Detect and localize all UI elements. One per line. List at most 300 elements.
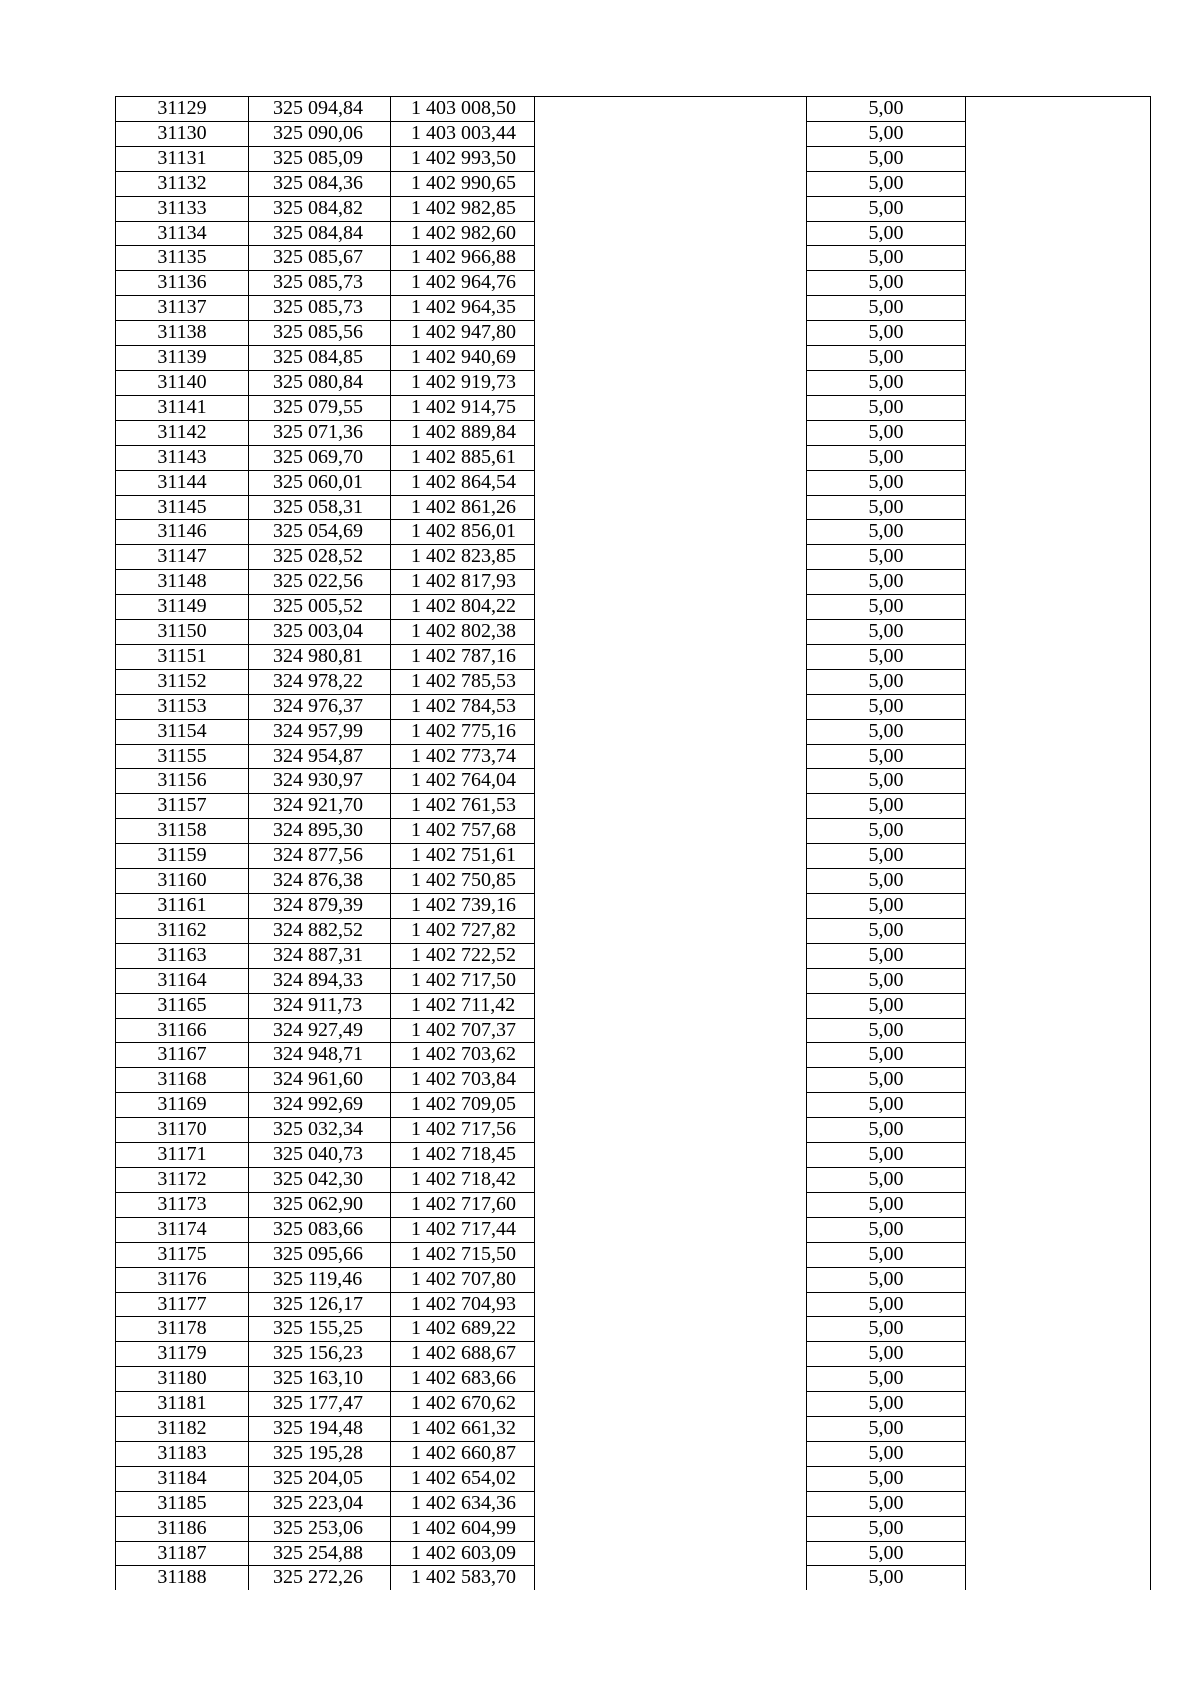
table-row (116, 744, 1151, 769)
point-number-cell: 31152 (116, 669, 249, 694)
value-cell: 5,00 (807, 918, 966, 943)
coordinate-y-cell: 325 163,10 (249, 1367, 391, 1392)
empty-last-cell (966, 968, 1151, 993)
coordinate-x-cell: 1 402 856,01 (391, 520, 535, 545)
empty-cell (535, 894, 807, 919)
table-row (116, 271, 1151, 296)
coordinate-x-cell: 1 402 717,56 (391, 1118, 535, 1143)
table-row (116, 246, 1151, 271)
coordinate-y-cell: 325 084,36 (249, 171, 391, 196)
point-number-cell: 31149 (116, 595, 249, 620)
coordinate-x-cell: 1 402 689,22 (391, 1317, 535, 1342)
empty-cell (535, 1192, 807, 1217)
coordinate-x-cell: 1 402 703,84 (391, 1068, 535, 1093)
coordinate-y-cell: 325 223,04 (249, 1491, 391, 1516)
coordinate-x-cell: 1 402 823,85 (391, 545, 535, 570)
coordinate-x-cell: 1 402 784,53 (391, 694, 535, 719)
table-row (116, 1491, 1151, 1516)
empty-last-cell (966, 420, 1151, 445)
table-row (116, 869, 1151, 894)
empty-last-cell (966, 171, 1151, 196)
coordinate-x-cell: 1 402 751,61 (391, 844, 535, 869)
empty-cell (535, 1093, 807, 1118)
empty-last-cell (966, 370, 1151, 395)
empty-cell (535, 1068, 807, 1093)
point-number-cell: 31153 (116, 694, 249, 719)
empty-last-cell (966, 669, 1151, 694)
empty-last-cell (966, 445, 1151, 470)
table-row (116, 1043, 1151, 1068)
empty-cell (535, 370, 807, 395)
empty-cell (535, 1217, 807, 1242)
value-cell: 5,00 (807, 869, 966, 894)
table-row (116, 819, 1151, 844)
empty-last-cell (966, 1541, 1151, 1566)
coordinate-y-cell: 325 079,55 (249, 395, 391, 420)
coordinate-y-cell: 325 204,05 (249, 1466, 391, 1491)
coordinate-x-cell: 1 402 660,87 (391, 1441, 535, 1466)
empty-last-cell (966, 1118, 1151, 1143)
empty-last-cell (966, 246, 1151, 271)
empty-last-cell (966, 1018, 1151, 1043)
point-number-cell: 31138 (116, 321, 249, 346)
coordinate-y-cell: 325 084,82 (249, 196, 391, 221)
point-number-cell: 31186 (116, 1516, 249, 1541)
coordinate-x-cell: 1 402 940,69 (391, 346, 535, 371)
table-row (116, 545, 1151, 570)
coordinate-x-cell: 1 402 990,65 (391, 171, 535, 196)
value-cell: 5,00 (807, 271, 966, 296)
empty-cell (535, 844, 807, 869)
coordinate-x-cell: 1 402 817,93 (391, 570, 535, 595)
value-cell: 5,00 (807, 1093, 966, 1118)
coordinate-x-cell: 1 402 583,70 (391, 1566, 535, 1590)
coordinate-y-cell: 325 272,26 (249, 1566, 391, 1590)
coordinate-x-cell: 1 402 775,16 (391, 719, 535, 744)
coordinate-y-cell: 325 069,70 (249, 445, 391, 470)
value-cell: 5,00 (807, 296, 966, 321)
value-cell: 5,00 (807, 1192, 966, 1217)
coordinate-y-cell: 324 961,60 (249, 1068, 391, 1093)
coordinate-x-cell: 1 402 688,67 (391, 1342, 535, 1367)
point-number-cell: 31164 (116, 968, 249, 993)
table-row (116, 1292, 1151, 1317)
value-cell: 5,00 (807, 1143, 966, 1168)
empty-last-cell (966, 296, 1151, 321)
empty-last-cell (966, 221, 1151, 246)
point-number-cell: 31169 (116, 1093, 249, 1118)
empty-last-cell (966, 943, 1151, 968)
empty-last-cell (966, 844, 1151, 869)
point-number-cell: 31188 (116, 1566, 249, 1590)
point-number-cell: 31173 (116, 1192, 249, 1217)
value-cell: 5,00 (807, 1491, 966, 1516)
coordinate-y-cell: 325 060,01 (249, 470, 391, 495)
empty-last-cell (966, 470, 1151, 495)
table-row (116, 445, 1151, 470)
point-number-cell: 31136 (116, 271, 249, 296)
table-row (116, 943, 1151, 968)
value-cell: 5,00 (807, 1566, 966, 1590)
coordinate-y-cell: 325 005,52 (249, 595, 391, 620)
coordinate-y-cell: 325 156,23 (249, 1342, 391, 1367)
value-cell: 5,00 (807, 570, 966, 595)
empty-last-cell (966, 1143, 1151, 1168)
empty-cell (535, 694, 807, 719)
coordinate-x-cell: 1 402 634,36 (391, 1491, 535, 1516)
point-number-cell: 31158 (116, 819, 249, 844)
empty-cell (535, 1466, 807, 1491)
empty-cell (535, 346, 807, 371)
coordinate-x-cell: 1 402 604,99 (391, 1516, 535, 1541)
empty-last-cell (966, 395, 1151, 420)
table-row (116, 1566, 1151, 1590)
point-number-cell: 31160 (116, 869, 249, 894)
point-number-cell: 31140 (116, 370, 249, 395)
coordinate-x-cell: 1 402 711,42 (391, 993, 535, 1018)
coordinates-table-body (116, 97, 1151, 1591)
coordinate-y-cell: 324 876,38 (249, 869, 391, 894)
coordinate-x-cell: 1 402 704,93 (391, 1292, 535, 1317)
empty-last-cell (966, 196, 1151, 221)
value-cell: 5,00 (807, 1541, 966, 1566)
point-number-cell: 31130 (116, 121, 249, 146)
coordinate-y-cell: 324 948,71 (249, 1043, 391, 1068)
value-cell: 5,00 (807, 1417, 966, 1442)
empty-last-cell (966, 1441, 1151, 1466)
empty-last-cell (966, 769, 1151, 794)
table-row (116, 146, 1151, 171)
point-number-cell: 31178 (116, 1317, 249, 1342)
empty-last-cell (966, 271, 1151, 296)
table-row (116, 520, 1151, 545)
empty-cell (535, 1242, 807, 1267)
table-row (116, 1417, 1151, 1442)
value-cell: 5,00 (807, 1267, 966, 1292)
point-number-cell: 31142 (116, 420, 249, 445)
coordinate-y-cell: 325 090,06 (249, 121, 391, 146)
value-cell: 5,00 (807, 620, 966, 645)
point-number-cell: 31131 (116, 146, 249, 171)
table-row (116, 1541, 1151, 1566)
coordinates-table (115, 96, 1151, 1590)
empty-cell (535, 445, 807, 470)
empty-last-cell (966, 819, 1151, 844)
table-row (116, 1242, 1151, 1267)
empty-cell (535, 1043, 807, 1068)
table-row (116, 1392, 1151, 1417)
coordinate-y-cell: 325 253,06 (249, 1516, 391, 1541)
coordinate-x-cell: 1 403 003,44 (391, 121, 535, 146)
point-number-cell: 31177 (116, 1292, 249, 1317)
empty-cell (535, 1441, 807, 1466)
point-number-cell: 31148 (116, 570, 249, 595)
value-cell: 5,00 (807, 1392, 966, 1417)
empty-cell (535, 993, 807, 1018)
empty-cell (535, 97, 807, 122)
empty-cell (535, 146, 807, 171)
empty-cell (535, 1317, 807, 1342)
empty-cell (535, 719, 807, 744)
table-row (116, 918, 1151, 943)
table-row (116, 296, 1151, 321)
empty-last-cell (966, 97, 1151, 122)
table-row (116, 968, 1151, 993)
coordinate-x-cell: 1 402 964,35 (391, 296, 535, 321)
empty-last-cell (966, 1192, 1151, 1217)
value-cell: 5,00 (807, 146, 966, 171)
value-cell: 5,00 (807, 993, 966, 1018)
point-number-cell: 31171 (116, 1143, 249, 1168)
coordinate-x-cell: 1 402 787,16 (391, 644, 535, 669)
table-row (116, 1093, 1151, 1118)
empty-cell (535, 595, 807, 620)
empty-cell (535, 321, 807, 346)
empty-cell (535, 769, 807, 794)
coordinate-x-cell: 1 402 707,80 (391, 1267, 535, 1292)
coordinate-y-cell: 325 071,36 (249, 420, 391, 445)
empty-last-cell (966, 918, 1151, 943)
value-cell: 5,00 (807, 844, 966, 869)
empty-last-cell (966, 719, 1151, 744)
coordinate-y-cell: 325 085,73 (249, 296, 391, 321)
point-number-cell: 31183 (116, 1441, 249, 1466)
empty-cell (535, 1267, 807, 1292)
coordinate-x-cell: 1 402 603,09 (391, 1541, 535, 1566)
point-number-cell: 31141 (116, 395, 249, 420)
coordinate-x-cell: 1 402 750,85 (391, 869, 535, 894)
table-row (116, 121, 1151, 146)
value-cell: 5,00 (807, 894, 966, 919)
value-cell: 5,00 (807, 1292, 966, 1317)
empty-last-cell (966, 1292, 1151, 1317)
coordinate-y-cell: 325 085,73 (249, 271, 391, 296)
point-number-cell: 31166 (116, 1018, 249, 1043)
table-row (116, 346, 1151, 371)
coordinate-x-cell: 1 402 885,61 (391, 445, 535, 470)
coordinate-x-cell: 1 402 739,16 (391, 894, 535, 919)
point-number-cell: 31168 (116, 1068, 249, 1093)
coordinate-y-cell: 324 911,73 (249, 993, 391, 1018)
point-number-cell: 31174 (116, 1217, 249, 1242)
value-cell: 5,00 (807, 669, 966, 694)
coordinate-x-cell: 1 402 707,37 (391, 1018, 535, 1043)
empty-cell (535, 395, 807, 420)
empty-cell (535, 1342, 807, 1367)
table-row (116, 694, 1151, 719)
coordinate-y-cell: 325 094,84 (249, 97, 391, 122)
coordinate-y-cell: 325 194,48 (249, 1417, 391, 1442)
point-number-cell: 31133 (116, 196, 249, 221)
coordinate-x-cell: 1 402 773,74 (391, 744, 535, 769)
empty-cell (535, 420, 807, 445)
table-row (116, 1342, 1151, 1367)
value-cell: 5,00 (807, 420, 966, 445)
value-cell: 5,00 (807, 246, 966, 271)
coordinate-x-cell: 1 402 982,85 (391, 196, 535, 221)
coordinate-y-cell: 325 080,84 (249, 370, 391, 395)
coordinate-y-cell: 324 976,37 (249, 694, 391, 719)
coordinate-x-cell: 1 402 993,50 (391, 146, 535, 171)
empty-cell (535, 271, 807, 296)
value-cell: 5,00 (807, 395, 966, 420)
coordinate-y-cell: 324 957,99 (249, 719, 391, 744)
value-cell: 5,00 (807, 769, 966, 794)
point-number-cell: 31154 (116, 719, 249, 744)
empty-last-cell (966, 894, 1151, 919)
coordinate-x-cell: 1 402 764,04 (391, 769, 535, 794)
coordinate-x-cell: 1 402 661,32 (391, 1417, 535, 1442)
empty-last-cell (966, 520, 1151, 545)
coordinate-y-cell: 324 921,70 (249, 794, 391, 819)
coordinate-y-cell: 325 095,66 (249, 1242, 391, 1267)
point-number-cell: 31187 (116, 1541, 249, 1566)
coordinate-x-cell: 1 402 914,75 (391, 395, 535, 420)
value-cell: 5,00 (807, 943, 966, 968)
coordinate-x-cell: 1 402 964,76 (391, 271, 535, 296)
coordinate-x-cell: 1 402 947,80 (391, 321, 535, 346)
point-number-cell: 31157 (116, 794, 249, 819)
coordinate-y-cell: 325 085,09 (249, 146, 391, 171)
empty-cell (535, 520, 807, 545)
empty-last-cell (966, 794, 1151, 819)
empty-cell (535, 121, 807, 146)
coordinate-x-cell: 1 402 802,38 (391, 620, 535, 645)
empty-last-cell (966, 1392, 1151, 1417)
table-row (116, 669, 1151, 694)
value-cell: 5,00 (807, 321, 966, 346)
empty-last-cell (966, 1242, 1151, 1267)
coordinate-x-cell: 1 402 718,45 (391, 1143, 535, 1168)
empty-cell (535, 1541, 807, 1566)
coordinate-x-cell: 1 402 717,60 (391, 1192, 535, 1217)
value-cell: 5,00 (807, 694, 966, 719)
point-number-cell: 31159 (116, 844, 249, 869)
coordinate-y-cell: 325 032,34 (249, 1118, 391, 1143)
empty-last-cell (966, 1093, 1151, 1118)
point-number-cell: 31181 (116, 1392, 249, 1417)
empty-last-cell (966, 1491, 1151, 1516)
empty-cell (535, 1018, 807, 1043)
empty-last-cell (966, 993, 1151, 1018)
point-number-cell: 31165 (116, 993, 249, 1018)
coordinate-x-cell: 1 402 717,44 (391, 1217, 535, 1242)
table-row (116, 620, 1151, 645)
coordinate-x-cell: 1 402 722,52 (391, 943, 535, 968)
coordinate-y-cell: 324 954,87 (249, 744, 391, 769)
table-row (116, 1018, 1151, 1043)
coordinate-y-cell: 325 119,46 (249, 1267, 391, 1292)
empty-last-cell (966, 1417, 1151, 1442)
table-row (116, 1068, 1151, 1093)
value-cell: 5,00 (807, 520, 966, 545)
empty-last-cell (966, 1167, 1151, 1192)
point-number-cell: 31150 (116, 620, 249, 645)
empty-cell (535, 570, 807, 595)
empty-last-cell (966, 1043, 1151, 1068)
coordinate-y-cell: 324 887,31 (249, 943, 391, 968)
coordinate-y-cell: 324 978,22 (249, 669, 391, 694)
value-cell: 5,00 (807, 1018, 966, 1043)
point-number-cell: 31185 (116, 1491, 249, 1516)
point-number-cell: 31182 (116, 1417, 249, 1442)
value-cell: 5,00 (807, 470, 966, 495)
empty-last-cell (966, 595, 1151, 620)
coordinate-x-cell: 1 402 757,68 (391, 819, 535, 844)
coordinate-y-cell: 325 085,56 (249, 321, 391, 346)
point-number-cell: 31170 (116, 1118, 249, 1143)
coordinate-y-cell: 324 930,97 (249, 769, 391, 794)
empty-last-cell (966, 644, 1151, 669)
empty-last-cell (966, 1367, 1151, 1392)
empty-cell (535, 296, 807, 321)
table-row (116, 470, 1151, 495)
table-row (116, 97, 1151, 122)
value-cell: 5,00 (807, 370, 966, 395)
value-cell: 5,00 (807, 794, 966, 819)
point-number-cell: 31155 (116, 744, 249, 769)
value-cell: 5,00 (807, 595, 966, 620)
value-cell: 5,00 (807, 346, 966, 371)
empty-cell (535, 943, 807, 968)
value-cell: 5,00 (807, 819, 966, 844)
table-row (116, 595, 1151, 620)
empty-cell (535, 246, 807, 271)
empty-cell (535, 1292, 807, 1317)
value-cell: 5,00 (807, 1217, 966, 1242)
empty-cell (535, 221, 807, 246)
value-cell: 5,00 (807, 445, 966, 470)
coordinate-x-cell: 1 402 715,50 (391, 1242, 535, 1267)
point-number-cell: 31172 (116, 1167, 249, 1192)
table-row (116, 420, 1151, 445)
point-number-cell: 31184 (116, 1466, 249, 1491)
value-cell: 5,00 (807, 1242, 966, 1267)
coordinate-x-cell: 1 402 785,53 (391, 669, 535, 694)
table-row (116, 570, 1151, 595)
point-number-cell: 31134 (116, 221, 249, 246)
empty-cell (535, 1566, 807, 1590)
empty-last-cell (966, 346, 1151, 371)
table-row (116, 171, 1151, 196)
point-number-cell: 31167 (116, 1043, 249, 1068)
table-row (116, 894, 1151, 919)
point-number-cell: 31143 (116, 445, 249, 470)
empty-last-cell (966, 620, 1151, 645)
coordinate-x-cell: 1 403 008,50 (391, 97, 535, 122)
empty-cell (535, 1143, 807, 1168)
coordinate-y-cell: 324 927,49 (249, 1018, 391, 1043)
table-row (116, 1367, 1151, 1392)
point-number-cell: 31176 (116, 1267, 249, 1292)
value-cell: 5,00 (807, 121, 966, 146)
table-row (116, 321, 1151, 346)
empty-cell (535, 1491, 807, 1516)
coordinate-x-cell: 1 402 717,50 (391, 968, 535, 993)
coordinate-y-cell: 325 126,17 (249, 1292, 391, 1317)
coordinate-y-cell: 325 195,28 (249, 1441, 391, 1466)
table-row (116, 769, 1151, 794)
value-cell: 5,00 (807, 545, 966, 570)
empty-last-cell (966, 869, 1151, 894)
table-row (116, 644, 1151, 669)
coordinate-x-cell: 1 402 727,82 (391, 918, 535, 943)
value-cell: 5,00 (807, 1167, 966, 1192)
empty-last-cell (966, 1466, 1151, 1491)
table-row (116, 221, 1151, 246)
coordinate-x-cell: 1 402 864,54 (391, 470, 535, 495)
point-number-cell: 31144 (116, 470, 249, 495)
